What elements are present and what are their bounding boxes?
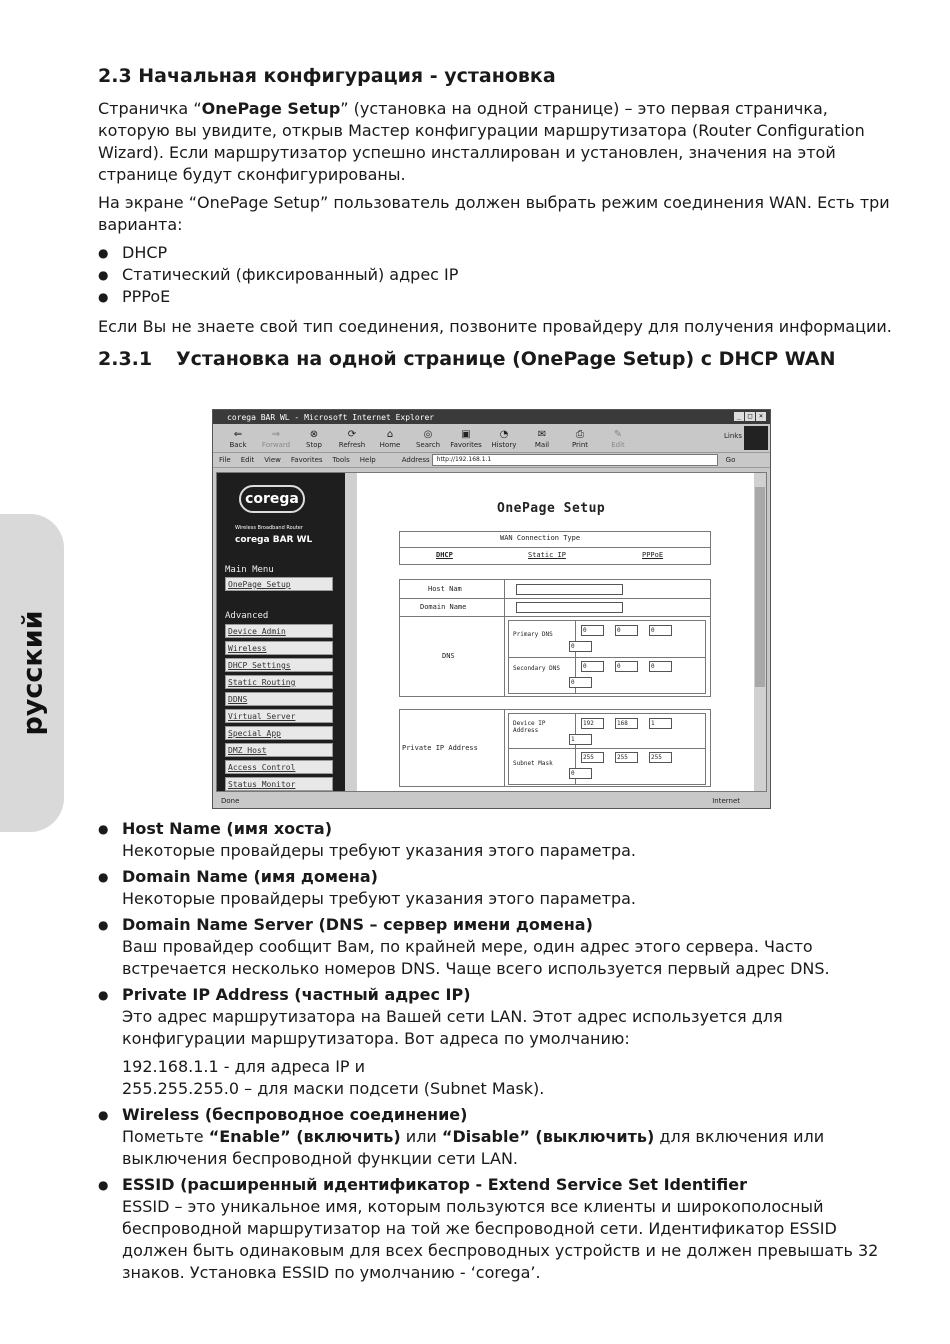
refresh-icon: ⟳ (347, 429, 357, 440)
menu-favorites[interactable]: Favorites (290, 456, 323, 464)
page-scrollbar[interactable] (754, 473, 766, 791)
menu-device-admin[interactable]: Device Admin (225, 624, 333, 638)
subnet-mask-label: Subnet Mask (513, 760, 553, 767)
list-item: ● DHCP (98, 242, 898, 264)
device-ip-octet-1[interactable]: 192 (581, 718, 604, 729)
brand-subtitle: Wireless Broadband Router (235, 525, 303, 531)
close-icon[interactable]: × (756, 412, 766, 421)
list-item (98, 984, 898, 1100)
wan-type-table (399, 531, 711, 565)
minimize-icon[interactable]: _ (734, 412, 744, 421)
wan-type-label: WAN Connection Type (500, 534, 581, 542)
bullet-heading: ● Domain Name Server (DNS – сервер имени домена) (122, 915, 593, 934)
list-item (98, 818, 898, 862)
back-button[interactable]: ⇐ Back (219, 429, 257, 452)
browser-menubar (213, 453, 770, 468)
field-descriptions (98, 818, 898, 1288)
main-menu-heading: Main Menu (225, 565, 274, 575)
list-item (98, 866, 898, 910)
tab-static-ip[interactable]: Static IP (528, 551, 566, 559)
back-arrow-icon: ⇐ (233, 429, 243, 440)
address-bar (402, 454, 736, 466)
private-ip-table (399, 709, 711, 787)
list-item (98, 1174, 898, 1284)
go-button[interactable]: Go (725, 456, 736, 464)
maximize-icon[interactable]: □ (745, 412, 755, 421)
router-sidebar (217, 473, 345, 791)
domain-name-input[interactable] (516, 602, 623, 613)
menu-file[interactable]: File (219, 456, 231, 464)
menu-view[interactable]: View (264, 456, 281, 464)
dns-label: DNS (442, 652, 455, 660)
language-label: русский (17, 610, 49, 736)
secondary-dns-octet-2[interactable]: 0 (615, 661, 638, 672)
intro-paragraph: Страничка “OnePage Setup” (установка на одной странице) – это первая страничка, которую вы увидите, открыв Мастер конфигурации маршрутизатора (Router Configuration Wizard). Если маршрутизатор успешно инсталлирован и установлен, значения на этой странице будут сконфигурированы. (98, 99, 865, 184)
list-item (98, 1104, 898, 1170)
menu-status-monitor[interactable]: Status Monitor (225, 777, 333, 791)
home-icon: ⌂ (386, 429, 394, 440)
device-ip-label: Device IP Address (513, 720, 546, 734)
window-titlebar (213, 410, 770, 424)
secondary-dns-octet-3[interactable]: 0 (649, 661, 672, 672)
menu-dhcp-settings[interactable]: DHCP Settings (225, 658, 333, 672)
wan-options-list (98, 242, 898, 308)
bullet-body: Некоторые провайдеры требуют указания этого параметра. (122, 889, 637, 908)
menu-access-control[interactable]: Access Control (225, 760, 333, 774)
menu-dmz-host[interactable]: DMZ Host (225, 743, 333, 757)
menu-help[interactable]: Help (359, 456, 376, 464)
page-viewport (216, 472, 767, 792)
search-icon: ◎ (423, 429, 433, 440)
subnet-octet-1[interactable]: 255 (581, 752, 604, 763)
default-ip-line: 192.168.1.1 - для адреса IP и (122, 1057, 366, 1076)
menu-special-app[interactable]: Special App (225, 726, 333, 740)
forward-arrow-icon: ⇒ (271, 429, 281, 440)
scrollbar-thumb[interactable] (755, 487, 765, 687)
primary-dns-octet-2[interactable]: 0 (615, 625, 638, 636)
history-icon: ◔ (499, 429, 509, 440)
menu-edit[interactable]: Edit (240, 456, 255, 464)
browser-statusbar (213, 794, 770, 808)
domain-name-label: Domain Name (420, 603, 467, 611)
bullet-body: Некоторые провайдеры требуют указания этого параметра. (122, 841, 637, 860)
tab-pppoe[interactable]: PPPoE (642, 551, 664, 559)
host-name-label: Host Nam (428, 585, 462, 593)
stop-button[interactable]: ⊗ Stop (295, 429, 333, 452)
subnet-octet-3[interactable]: 255 (649, 752, 672, 763)
print-button[interactable]: ⎙ Print (561, 429, 599, 452)
device-ip-octet-4[interactable]: 1 (569, 734, 592, 745)
menu-ddns[interactable]: DDNS (225, 692, 333, 706)
device-ip-octet-3[interactable]: 1 (649, 718, 672, 729)
search-button[interactable]: ◎ Search (409, 429, 447, 452)
menu-onepage-setup[interactable]: OnePage Setup (225, 577, 333, 591)
bullet-heading: ● ESSID (расширенный идентификатор - Extend Service Set Identifier (122, 1175, 747, 1194)
page-title: OnePage Setup (497, 501, 606, 516)
onepage-setup-form (357, 473, 755, 791)
primary-dns-octet-3[interactable]: 0 (649, 625, 672, 636)
section-content (98, 60, 898, 372)
device-ip-octet-2[interactable]: 168 (615, 718, 638, 729)
status-text: Done (221, 797, 240, 805)
refresh-button[interactable]: ⟳ Refresh (333, 429, 371, 452)
address-label: Address (401, 456, 430, 464)
bullet-body: Это адрес маршрутизатора на Вашей сети LAN. Этот адрес используется для конфигурации маршрутизатора. Вот адреса по умолчанию: (122, 1007, 783, 1048)
menu-static-routing[interactable]: Static Routing (225, 675, 333, 689)
mail-icon: ✉ (537, 429, 547, 440)
forward-button[interactable]: ⇒ Forward (257, 429, 295, 452)
print-icon: ⎙ (576, 429, 584, 440)
tab-dhcp[interactable]: DHCP (436, 551, 453, 559)
favorites-button[interactable]: ▣ Favorites (447, 429, 485, 452)
bullet-heading: ● Host Name (имя хоста) (122, 819, 333, 838)
subsection-title: 2.3.1 Установка на одной странице (OnePage Setup) с DHCP WAN (98, 348, 836, 370)
stop-icon: ⊗ (309, 429, 319, 440)
bullet-body: Пометьте “Enable” (включить) или “Disable” (выключить) для включения или выключения беспроводной функции сети LAN. (122, 1127, 825, 1168)
list-item: ● Статический (фиксированный) адрес IP (98, 264, 898, 286)
sidebar-scrollbar[interactable] (345, 473, 357, 791)
contact-provider-paragraph: Если Вы не знаете свой тип соединения, позвоните провайдеру для получения информации. (98, 317, 892, 336)
windows-logo-icon (744, 426, 768, 450)
wan-settings-table (399, 579, 711, 697)
advanced-heading: Advanced (225, 611, 269, 621)
host-name-input[interactable] (516, 584, 623, 595)
secondary-dns-octet-1[interactable]: 0 (581, 661, 604, 672)
bullet-heading: ● Domain Name (имя домена) (122, 867, 378, 886)
model-name: corega BAR WL (235, 535, 313, 545)
private-ip-subtable (508, 713, 706, 785)
home-button[interactable]: ⌂ Home (371, 429, 409, 452)
mail-button[interactable]: ✉ Mail (523, 429, 561, 452)
menu-tools[interactable]: Tools (332, 456, 350, 464)
default-mask-line: 255.255.255.0 – для маски подсети (Subnet Mask). (122, 1079, 545, 1098)
history-button[interactable]: ◔ History (485, 429, 523, 452)
private-ip-label: Private IP Address (402, 744, 478, 752)
list-item: ● PPPoE (98, 286, 898, 308)
language-side-tab (0, 514, 64, 832)
edit-icon: ✎ (613, 429, 623, 440)
window-title: corega BAR WL - Microsoft Internet Explorer (227, 412, 435, 422)
bullet-heading: ● Wireless (беспроводное соединение) (122, 1105, 468, 1124)
favorites-icon: ▣ (461, 429, 471, 440)
browser-screenshot (212, 409, 771, 809)
corega-logo: corega (239, 485, 305, 513)
bullet-body: ESSID – это уникальное имя, которым пользуются все клиенты и широкополосный беспроводной маршрутизатор на той же беспроводной сети. Идентификатор ESSID должен быть одинаковым для всех беспроводных устройств и не должен превышать 32 знаков. Установка ESSID по умолчанию - ‘corega’. (122, 1197, 879, 1282)
menu-wireless[interactable]: Wireless (225, 641, 333, 655)
primary-dns-octet-4[interactable]: 0 (569, 641, 592, 652)
address-input[interactable]: http://192.168.1.1 (432, 454, 718, 466)
primary-dns-octet-1[interactable]: 0 (581, 625, 604, 636)
bullet-heading: ● Private IP Address (частный адрес IP) (122, 985, 471, 1004)
bullet-body: Ваш провайдер сообщит Вам, по крайней мере, один адрес этого сервера. Часто встречается несколько номеров DNS. Чаще всего используется первый адрес DNS. (122, 937, 830, 978)
dns-subtable (508, 620, 706, 694)
subnet-octet-4[interactable]: 0 (569, 768, 592, 779)
edit-button[interactable]: ✎ Edit (599, 429, 637, 452)
primary-dns-label: Primary DNS (513, 631, 553, 638)
list-item (98, 914, 898, 980)
subnet-octet-2[interactable]: 255 (615, 752, 638, 763)
secondary-dns-label: Secondary DNS (513, 665, 560, 672)
secondary-dns-octet-4[interactable]: 0 (569, 677, 592, 688)
security-zone: Internet (712, 797, 740, 805)
section-title: 2.3 Начальная конфигурация - установка (98, 65, 556, 87)
links-button[interactable]: Links (724, 432, 742, 440)
browser-toolbar (213, 424, 770, 453)
wan-mode-paragraph: На экране “OnePage Setup” пользователь должен выбрать режим соединения WAN. Есть три варианта: (98, 193, 890, 234)
menu-virtual-server[interactable]: Virtual Server (225, 709, 333, 723)
